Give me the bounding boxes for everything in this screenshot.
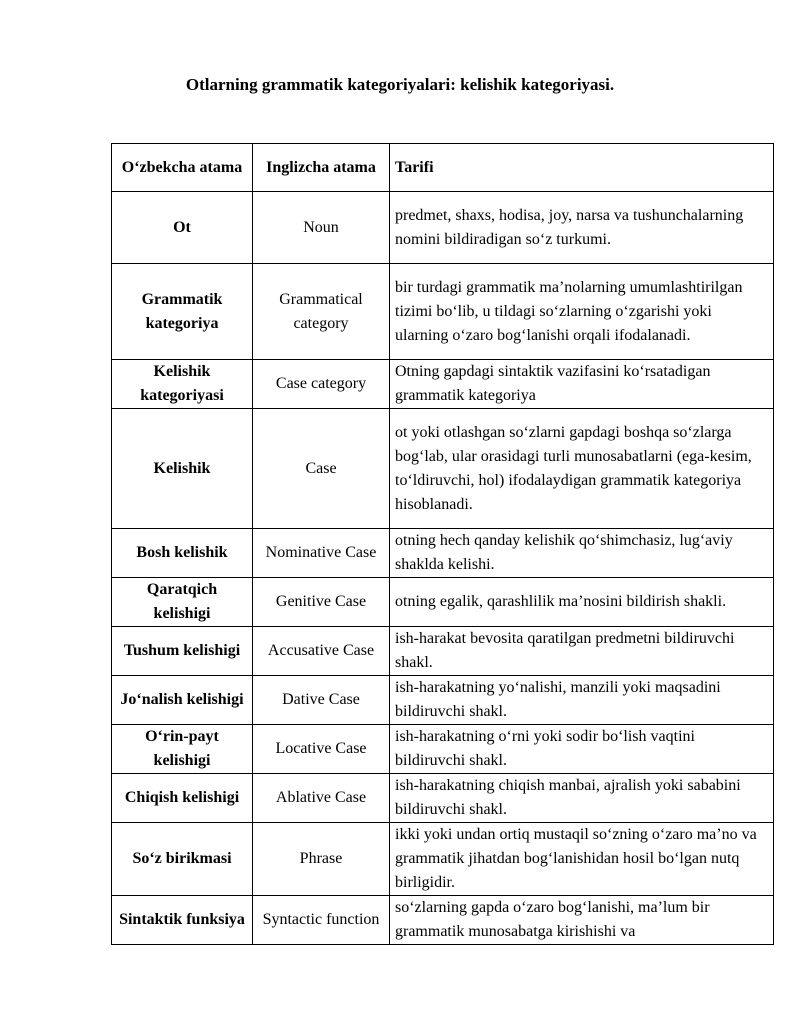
uzbek-term: Grammatik kategoriya bbox=[112, 264, 253, 360]
table-row bbox=[112, 578, 774, 627]
english-term: Dative Case bbox=[253, 676, 390, 725]
table-row bbox=[112, 774, 774, 823]
uzbek-term: Ot bbox=[112, 192, 253, 264]
definition: so‘zlarning gapda o‘zaro bog‘lanishi, ma’lum bir grammatik munosabatga kirishishi va bbox=[390, 896, 774, 945]
english-term: Ablative Case bbox=[253, 774, 390, 823]
english-term: Phrase bbox=[253, 823, 390, 896]
glossary-table bbox=[111, 143, 774, 945]
table-row bbox=[112, 896, 774, 945]
uzbek-term: Jo‘nalish kelishigi bbox=[112, 676, 253, 725]
table-row bbox=[112, 529, 774, 578]
uzbek-term: Sintaktik funksiya bbox=[112, 896, 253, 945]
header-english-term: Inglizcha atama bbox=[253, 144, 390, 192]
table-row bbox=[112, 264, 774, 360]
definition: ot yoki otlashgan so‘zlarni gapdagi boshqa so‘zlarga bog‘lab, ular orasidagi turli munosabatlarni (ega-kesim, to‘ldiruvchi, hol) ifodalaydigan grammatik kategoriya hisoblanadi. bbox=[390, 409, 774, 529]
definition: ikki yoki undan ortiq mustaqil so‘zning o‘zaro ma’no va grammatik jihatdan bog‘lanishidan hosil bo‘lgan nutq birligidir. bbox=[390, 823, 774, 896]
definition: predmet, shaxs, hodisa, joy, narsa va tushunchalarning nomini bildiradigan so‘z turkumi. bbox=[390, 192, 774, 264]
table-row bbox=[112, 192, 774, 264]
table-row bbox=[112, 627, 774, 676]
definition: ish-harakatning chiqish manbai, ajralish yoki sababini bildiruvchi shakl. bbox=[390, 774, 774, 823]
table-row bbox=[112, 823, 774, 896]
uzbek-term: So‘z birikmasi bbox=[112, 823, 253, 896]
english-term: Grammatical category bbox=[253, 264, 390, 360]
header-definition: Tarifi bbox=[390, 144, 774, 192]
english-term: Genitive Case bbox=[253, 578, 390, 627]
uzbek-term: Kelishik kategoriyasi bbox=[112, 360, 253, 409]
english-term: Accusative Case bbox=[253, 627, 390, 676]
english-term: Syntactic function bbox=[253, 896, 390, 945]
uzbek-term: Bosh kelishik bbox=[112, 529, 253, 578]
definition: ish-harakatning o‘rni yoki sodir bo‘lish vaqtini bildiruvchi shakl. bbox=[390, 725, 774, 774]
table-row bbox=[112, 360, 774, 409]
definition: otning hech qanday kelishik qo‘shimchasiz, lug‘aviy shaklda kelishi. bbox=[390, 529, 774, 578]
definition: bir turdagi grammatik ma’nolarning umumlashtirilgan tizimi bo‘lib, u tildagi so‘zlarning o‘zgarishi yoki ularning o‘zaro bog‘lanishi orqali ifodalanadi. bbox=[390, 264, 774, 360]
definition: ish-harakatning yo‘nalishi, manzili yoki maqsadini bildiruvchi shakl. bbox=[390, 676, 774, 725]
table-row bbox=[112, 676, 774, 725]
definition: Otning gapdagi sintaktik vazifasini ko‘rsatadigan grammatik kategoriya bbox=[390, 360, 774, 409]
uzbek-term: Chiqish kelishigi bbox=[112, 774, 253, 823]
definition: ish-harakat bevosita qaratilgan predmetni bildiruvchi shakl. bbox=[390, 627, 774, 676]
english-term: Case category bbox=[253, 360, 390, 409]
uzbek-term: O‘rin-payt kelishigi bbox=[112, 725, 253, 774]
definition: otning egalik, qarashlilik ma’nosini bildirish shakli. bbox=[390, 578, 774, 627]
uzbek-term: Qaratqich kelishigi bbox=[112, 578, 253, 627]
english-term: Locative Case bbox=[253, 725, 390, 774]
english-term: Case bbox=[253, 409, 390, 529]
table-header-row bbox=[112, 144, 774, 192]
uzbek-term: Kelishik bbox=[112, 409, 253, 529]
page-title: Otlarning grammatik kategoriyalari: kelishik kategoriyasi. bbox=[185, 75, 615, 94]
english-term: Nominative Case bbox=[253, 529, 390, 578]
english-term: Noun bbox=[253, 192, 390, 264]
table-row bbox=[112, 725, 774, 774]
table-row bbox=[112, 409, 774, 529]
header-uzbek-term: O‘zbekcha atama bbox=[112, 144, 253, 192]
uzbek-term: Tushum kelishigi bbox=[112, 627, 253, 676]
